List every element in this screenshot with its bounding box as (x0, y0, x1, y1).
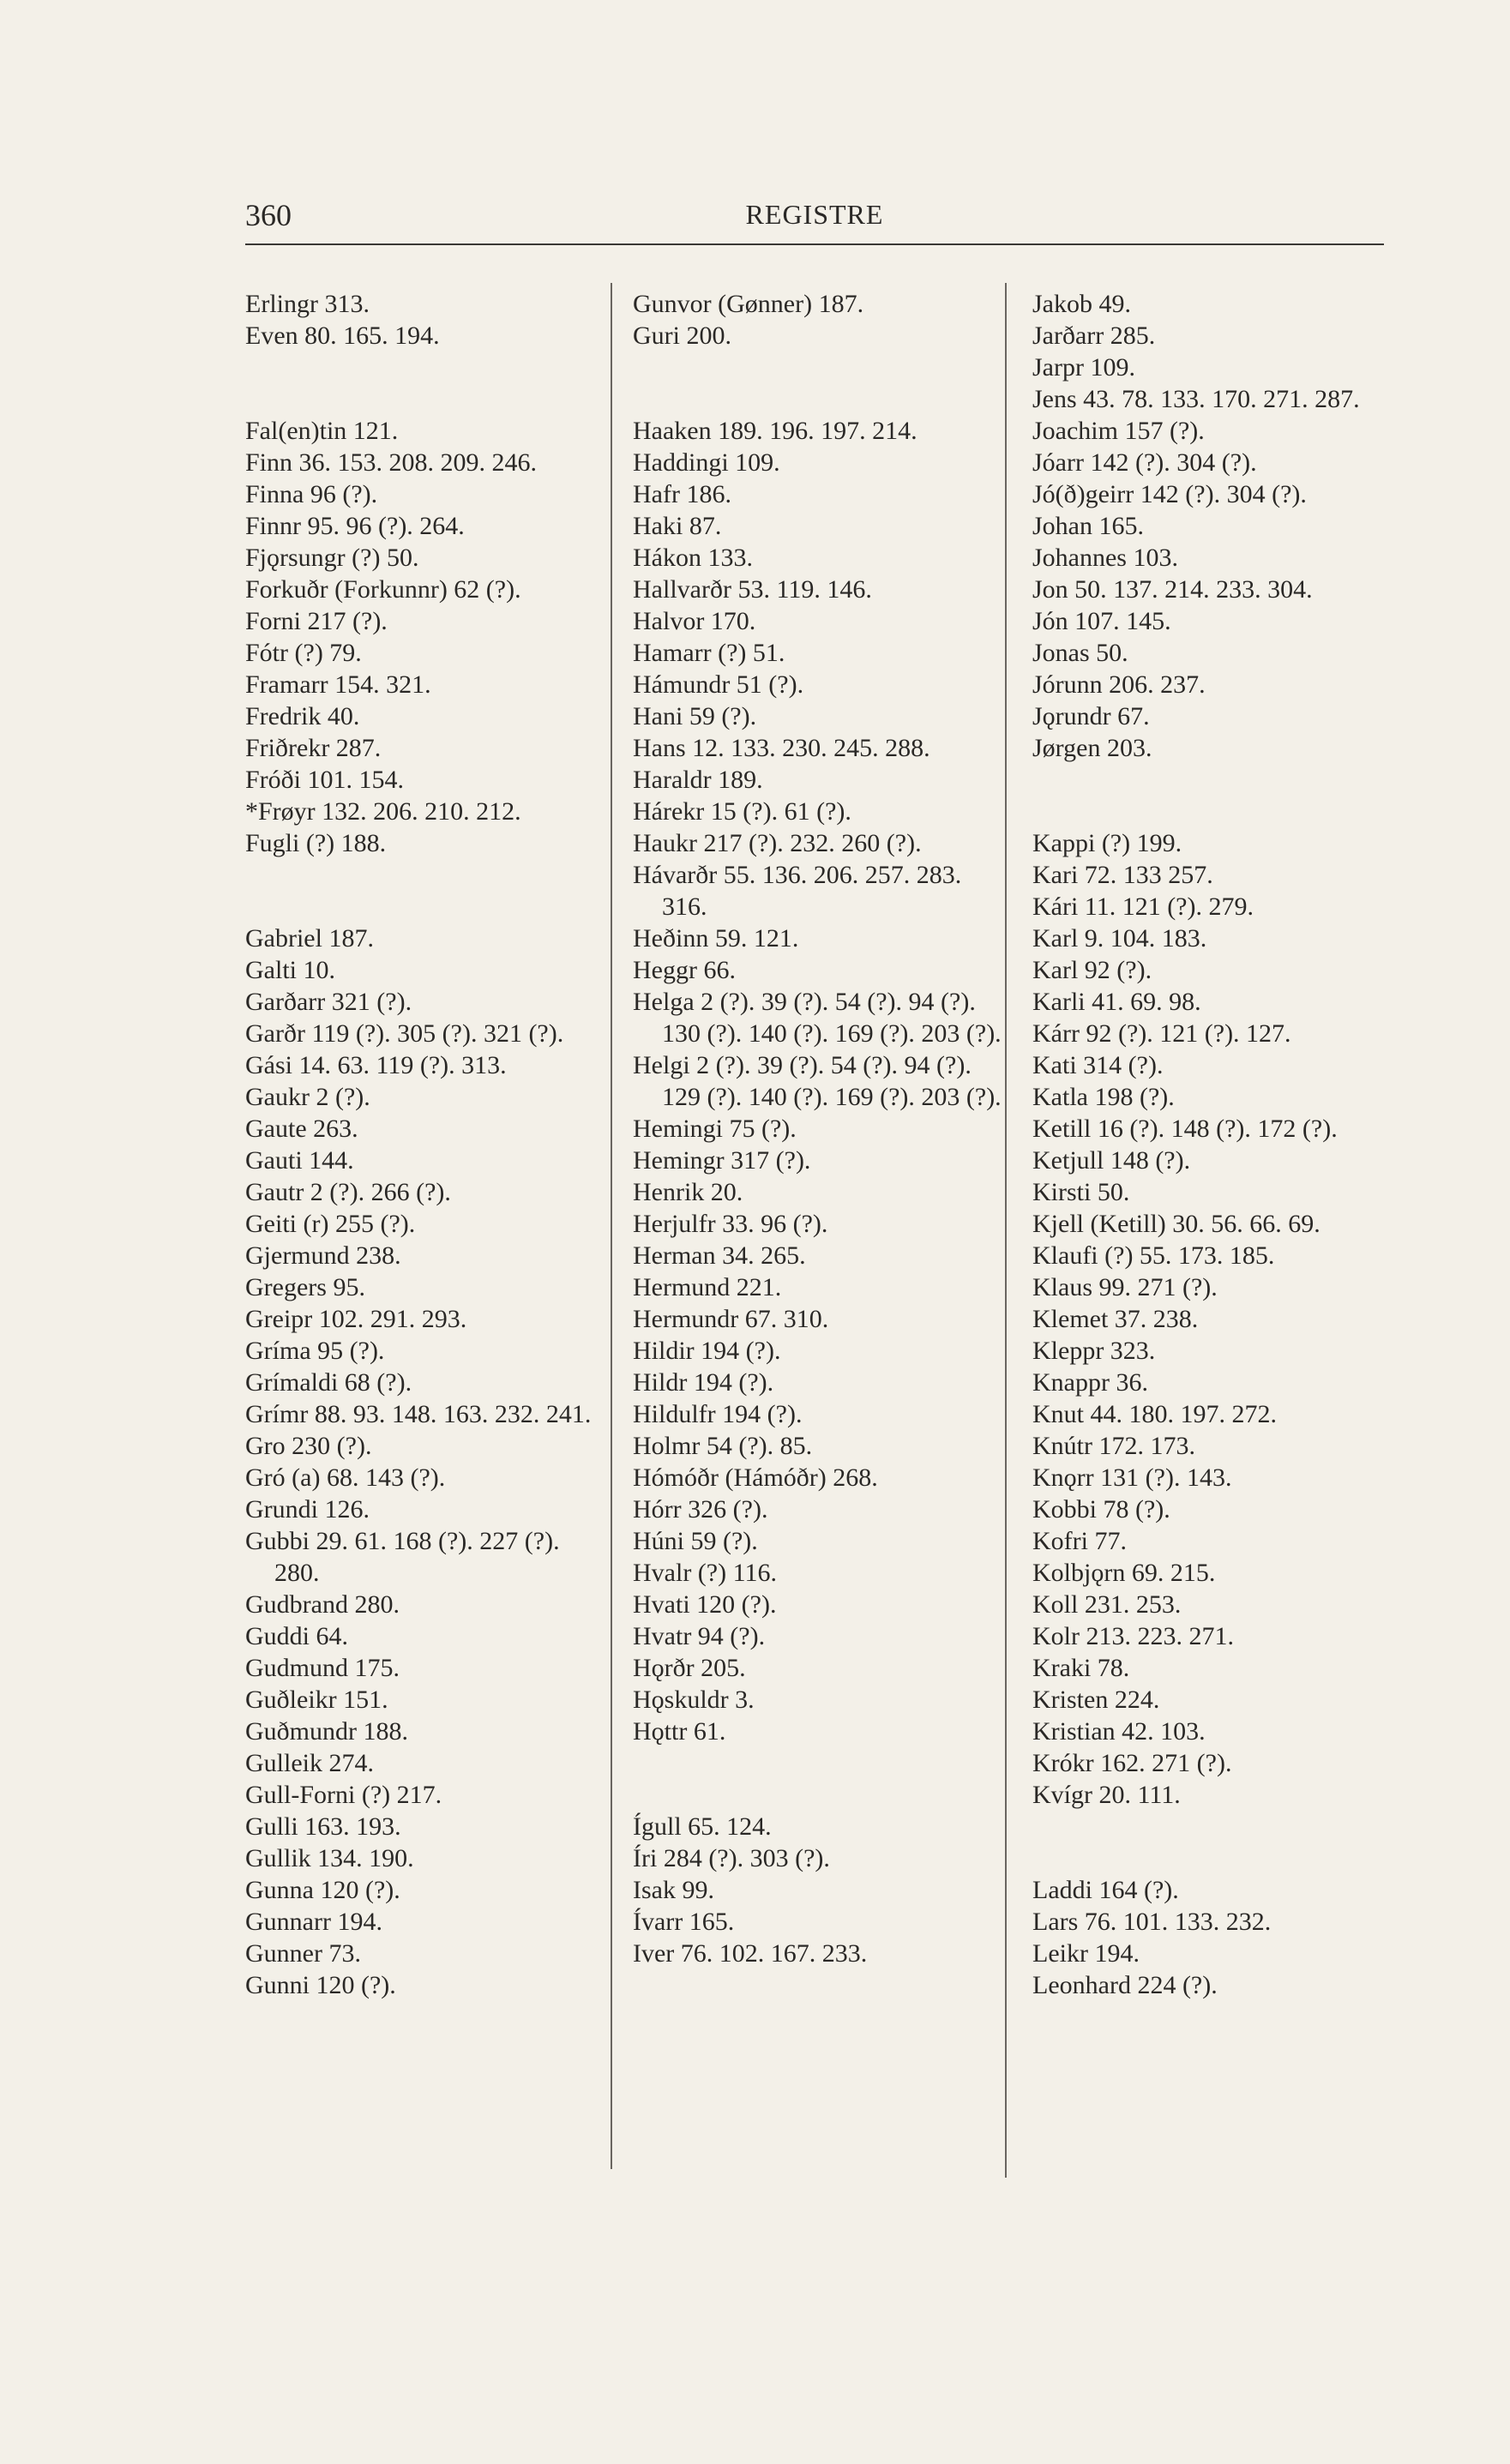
index-entry: Friðrekr 287. (245, 734, 382, 762)
index-entry: Kolr 213. 223. 271. (1032, 1622, 1234, 1650)
index-entry: Knut 44. 180. 197. 272. (1032, 1400, 1277, 1428)
index-entry: Húni 59 (?). (633, 1527, 758, 1555)
index-entry: Erlingr 313. (245, 290, 370, 318)
index-entry: Even 80. 165. 194. (245, 322, 440, 350)
index-entry: Fredrik 40. (245, 702, 360, 730)
index-entry: Fróði 101. 154. (245, 766, 405, 794)
index-entry: Klaufi (?) 55. 173. 185. (1032, 1241, 1275, 1270)
index-entry: Geiti (r) 255 (?). (245, 1210, 416, 1238)
index-entry: Katla 198 (?). (1032, 1083, 1175, 1111)
index-entry: Íri 284 (?). 303 (?). (633, 1844, 830, 1872)
index-entry: Johan 165. (1032, 512, 1144, 540)
index-entry: Karl 92 (?). (1032, 956, 1152, 984)
index-entry: Heðinn 59. 121. (633, 924, 799, 953)
index-entry: Jórunn 206. 237. (1032, 670, 1206, 699)
index-entry: Iver 76. 102. 167. 233. (633, 1939, 868, 1968)
index-entry: Jon 50. 137. 214. 233. 304. (1032, 575, 1313, 604)
index-entry: Kvígr 20. 111. (1032, 1781, 1181, 1809)
index-entry: Kjell (Ketill) 30. 56. 66. 69. (1032, 1210, 1320, 1238)
index-entry: Kati 314 (?). (1032, 1051, 1164, 1079)
index-entry: Hvalr (?) 116. (633, 1559, 777, 1587)
index-entry: Kappi (?) 199. (1032, 829, 1182, 857)
index-entry: Kárr 92 (?). 121 (?). 127. (1032, 1019, 1291, 1048)
index-entry: Hans 12. 133. 230. 245. 288. (633, 734, 930, 762)
index-entry: Hǫrðr 205. (633, 1654, 746, 1682)
index-entry: Gaukr 2 (?). (245, 1083, 370, 1111)
index-entry: Gjermund 238. (245, 1241, 401, 1270)
index-entry: Gautr 2 (?). 266 (?). (245, 1178, 451, 1206)
column-divider (1005, 283, 1007, 2178)
index-entry: Helga 2 (?). 39 (?). 54 (?). 94 (?). 130 (?). 140 (?). 169 (?). 203 (?). (633, 988, 1002, 1048)
index-entry: Hákon 133. (633, 544, 753, 572)
index-entry: Klaus 99. 271 (?). (1032, 1273, 1218, 1301)
index-entry: Krókr 162. 271 (?). (1032, 1749, 1232, 1777)
index-entry: Leonhard 224 (?). (1032, 1971, 1218, 1999)
index-entry: Garðr 119 (?). 305 (?). 321 (?). (245, 1019, 564, 1048)
index-entry: Gullik 134. 190. (245, 1844, 414, 1872)
index-entry: Hǫttr 61. (633, 1717, 726, 1746)
index-entry: Hildr 194 (?). (633, 1368, 774, 1397)
index-entry: Gunner 73. (245, 1939, 361, 1968)
index-entry: Hermund 221. (633, 1273, 782, 1301)
index-entry: Jarðarr 285. (1032, 322, 1156, 350)
index-entry: Herjulfr 33. 96 (?). (633, 1210, 828, 1238)
index-entry: Knǫrr 131 (?). 143. (1032, 1463, 1232, 1492)
index-entry: Finn 36. 153. 208. 209. 246. (245, 448, 538, 477)
index-entry: Gro 230 (?). (245, 1432, 372, 1460)
index-entry: Hǫskuldr 3. (633, 1686, 755, 1714)
index-column-2 (633, 288, 1002, 1969)
index-entry: Gunna 120 (?). (245, 1876, 400, 1904)
index-entry: Hallvarðr 53. 119. 146. (633, 575, 872, 604)
index-entry: Gunvor (Gønner) 187. (633, 290, 864, 318)
index-entry: Ketill 16 (?). 148 (?). 172 (?). (1032, 1115, 1338, 1143)
index-entry: Jóarr 142 (?). 304 (?). (1032, 448, 1257, 477)
index-entry: Guðleikr 151. (245, 1686, 388, 1714)
index-entry: Jonas 50. (1032, 639, 1128, 667)
index-entry: Fjǫrsungr (?) 50. (245, 544, 419, 572)
index-entry: Hvatr 94 (?). (633, 1622, 766, 1650)
index-entry: Herman 34. 265. (633, 1241, 806, 1270)
index-entry: Forni 217 (?). (245, 607, 388, 635)
index-entry: Karl 9. 104. 183. (1032, 924, 1207, 953)
index-entry: Garðarr 321 (?). (245, 988, 412, 1016)
index-entry: Gudbrand 280. (245, 1590, 400, 1619)
index-entry: Laddi 164 (?). (1032, 1876, 1179, 1904)
index-entry: Hómóðr (Hámóðr) 268. (633, 1463, 878, 1492)
index-entry: Koll 231. 253. (1032, 1590, 1182, 1619)
index-entry: Haki 87. (633, 512, 722, 540)
index-entry: Fótr (?) 79. (245, 639, 362, 667)
index-entry: Hárekr 15 (?). 61 (?). (633, 797, 851, 826)
index-entry: Knútr 172. 173. (1032, 1432, 1195, 1460)
index-entry: Gabriel 187. (245, 924, 374, 953)
index-entry: Jǫrundr 67. (1032, 702, 1150, 730)
running-title: REGISTRE (745, 199, 884, 230)
index-entry: Galti 10. (245, 956, 335, 984)
index-entry: Kristian 42. 103. (1032, 1717, 1206, 1746)
index-entry: Finna 96 (?). (245, 480, 378, 508)
index-entry: Gull-Forni (?) 217. (245, 1781, 442, 1809)
index-entry: Kobbi 78 (?). (1032, 1495, 1170, 1523)
index-entry: Jørgen 203. (1032, 734, 1152, 762)
index-entry: Gauti 144. (245, 1146, 354, 1175)
index-entry: Gríma 95 (?). (245, 1337, 385, 1365)
index-entry: Grímaldi 68 (?). (245, 1368, 412, 1397)
index-entry: Hvati 120 (?). (633, 1590, 777, 1619)
index-entry: Hildir 194 (?). (633, 1337, 781, 1365)
index-entry: Lars 76. 101. 133. 232. (1032, 1908, 1272, 1936)
index-entry: Johannes 103. (1032, 544, 1178, 572)
index-entry: Gudmund 175. (245, 1654, 400, 1682)
index-entry: Halvor 170. (633, 607, 756, 635)
index-entry: Kirsti 50. (1032, 1178, 1130, 1206)
index-entry: Jón 107. 145. (1032, 607, 1171, 635)
index-entry: Jarpr 109. (1032, 353, 1135, 382)
index-entry: Joachim 157 (?). (1032, 417, 1205, 445)
index-entry: Grundi 126. (245, 1495, 370, 1523)
index-entry: Haukr 217 (?). 232. 260 (?). (633, 829, 922, 857)
index-entry: Jakob 49. (1032, 290, 1131, 318)
index-entry: Kofri 77. (1032, 1527, 1127, 1555)
index-entry: Hávarðr 55. 136. 206. 257. 283. 316. (633, 861, 962, 921)
index-entry: Ketjull 148 (?). (1032, 1146, 1191, 1175)
index-entry: Jó(ð)geirr 142 (?). 304 (?). (1032, 480, 1307, 508)
index-entry: Gunnarr 194. (245, 1908, 382, 1936)
index-entry: Finnr 95. 96 (?). 264. (245, 512, 465, 540)
page-header (245, 195, 1384, 245)
index-entry: Gási 14. 63. 119 (?). 313. (245, 1051, 507, 1079)
index-entry: Guddi 64. (245, 1622, 348, 1650)
index-entry: Gaute 263. (245, 1115, 358, 1143)
index-entry: Haaken 189. 196. 197. 214. (633, 417, 917, 445)
index-entry: Grímr 88. 93. 148. 163. 232. 241. (245, 1400, 592, 1428)
column-divider (611, 283, 612, 2169)
index-entry: Gulleik 274. (245, 1749, 374, 1777)
index-entry: Gunni 120 (?). (245, 1971, 396, 1999)
index-entry: Isak 99. (633, 1876, 714, 1904)
index-entry: Gulli 163. 193. (245, 1812, 401, 1841)
index-column-1 (245, 288, 605, 2001)
index-entry: Kristen 224. (1032, 1686, 1160, 1714)
index-entry: *Frøyr 132. 206. 210. 212. (245, 797, 521, 826)
index-entry: Fal(en)tin 121. (245, 417, 399, 445)
index-entry: Hani 59 (?). (633, 702, 757, 730)
index-entry: Guri 200. (633, 322, 731, 350)
index-entry: Karli 41. 69. 98. (1032, 988, 1201, 1016)
index-entry: Kleppr 323. (1032, 1337, 1156, 1365)
index-entry: Kari 72. 133 257. (1032, 861, 1213, 889)
page-number: 360 (245, 198, 292, 232)
index-entry: Klemet 37. 238. (1032, 1305, 1199, 1333)
index-entry: Heggr 66. (633, 956, 736, 984)
index-entry: Kolbjǫrn 69. 215. (1032, 1559, 1216, 1587)
index-entry: Fugli (?) 188. (245, 829, 387, 857)
index-entry: Guðmundr 188. (245, 1717, 408, 1746)
index-entry: Helgi 2 (?). 39 (?). 54 (?). 94 (?). 129 (?). 140 (?). 169 (?). 203 (?). (633, 1051, 1002, 1111)
index-entry: Haraldr 189. (633, 766, 763, 794)
index-entry: Forkuðr (Forkunnr) 62 (?). (245, 575, 521, 604)
index-entry: Gregers 95. (245, 1273, 365, 1301)
index-entry: Greipr 102. 291. 293. (245, 1305, 467, 1333)
index-entry: Hermundr 67. 310. (633, 1305, 829, 1333)
index-entry: Framarr 154. 321. (245, 670, 431, 699)
index-entry: Knappr 36. (1032, 1368, 1148, 1397)
index-entry: Hámundr 51 (?). (633, 670, 804, 699)
index-entry: Gró (a) 68. 143 (?). (245, 1463, 446, 1492)
index-entry: Kraki 78. (1032, 1654, 1130, 1682)
index-entry: Holmr 54 (?). 85. (633, 1432, 813, 1460)
index-entry: Haddingi 109. (633, 448, 780, 477)
index-entry: Kári 11. 121 (?). 279. (1032, 892, 1254, 921)
index-entry: Hemingr 317 (?). (633, 1146, 811, 1175)
index-entry: Gubbi 29. 61. 168 (?). 227 (?). 280. (245, 1527, 560, 1587)
index-entry: Hafr 186. (633, 480, 731, 508)
index-entry: Hamarr (?) 51. (633, 639, 785, 667)
index-entry: Leikr 194. (1032, 1939, 1140, 1968)
index-entry: Hórr 326 (?). (633, 1495, 768, 1523)
index-entry: Ívarr 165. (633, 1908, 735, 1936)
index-entry: Hemingi 75 (?). (633, 1115, 797, 1143)
index-column-3 (1032, 288, 1401, 2001)
index-entry: Henrik 20. (633, 1178, 743, 1206)
index-entry: Ígull 65. 124. (633, 1812, 772, 1841)
index-entry: Hildulfr 194 (?). (633, 1400, 803, 1428)
index-entry: Jens 43. 78. 133. 170. 271. 287. (1032, 385, 1360, 413)
